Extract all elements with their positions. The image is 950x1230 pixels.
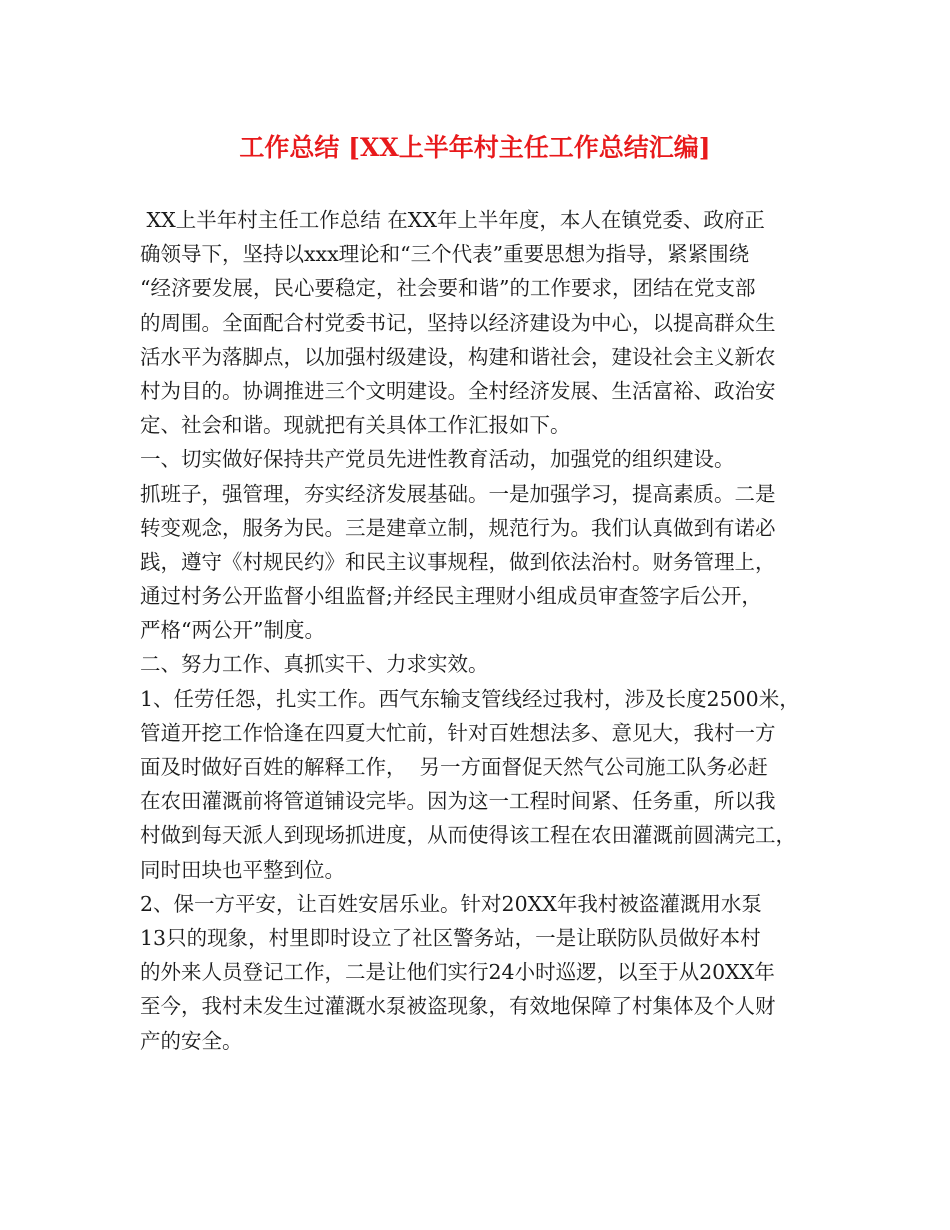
body-line: 13只的现象，村里即时设立了社区警务站，一是让联防队员做好本村 bbox=[140, 925, 761, 950]
body-line: 转变观念，服务为民。三是建章立制，规范行为。我们认真做到有诺必 bbox=[140, 515, 776, 540]
body-line: 在农田灌溉前将管道铺设完毕。因为这一工程时间紧、任务重，所以我 bbox=[140, 789, 776, 814]
body-line: 践，遵守《村规民约》和民主议事规程，做到依法治村。财务管理上， bbox=[140, 549, 776, 574]
body-line: 定、社会和谐。现就把有关具体工作汇报如下。 bbox=[140, 413, 571, 438]
body-line: 村为目的。协调推进三个文明建设。全村经济发展、生活富裕、政治安 bbox=[140, 378, 776, 403]
body-line: “经济要发展，民心要稳定，社会要和谐”的工作要求，团结在党支部 bbox=[140, 276, 756, 301]
body-line: 抓班子，强管理，夯实经济发展基础。一是加强学习，提高素质。二是 bbox=[140, 481, 776, 506]
document-title: 工作总结 [XX上半年村主任工作总结汇编] bbox=[239, 133, 711, 162]
body-line: 产的安全。 bbox=[140, 1028, 243, 1053]
body-line: 确领导下，坚持以xxx理论和“三个代表”重要思想为指导，紧紧围绕 bbox=[140, 242, 750, 267]
body-line: 一、切实做好保持共产党员先进性教育活动，加强党的组织建设。 bbox=[140, 447, 735, 472]
body-line: 至今，我村未发生过灌溉水泵被盗现象，有效地保障了村集体及个人财 bbox=[140, 994, 776, 1019]
document-body bbox=[140, 203, 830, 1058]
body-line: 的外来人员登记工作，二是让他们实行24小时巡逻，以至于从20XX年 bbox=[140, 960, 775, 985]
body-line: 通过村务公开监督小组监督;并经民主理财小组成员审查签字后公开， bbox=[140, 584, 762, 609]
body-line: 村做到每天派人到现场抓进度，从而使得该工程在农田灌溉前圆满完工， bbox=[140, 823, 796, 848]
body-line: 二、努力工作、真抓实干、力求实效。 bbox=[140, 652, 489, 677]
body-line: 活水平为落脚点，以加强村级建设，构建和谐社会，建设社会主义新农 bbox=[140, 344, 776, 369]
body-line: XX上半年村主任工作总结 在XX年上半年度，本人在镇党委、政府正 bbox=[140, 208, 765, 232]
body-line: 严格“两公开”制度。 bbox=[140, 618, 325, 643]
body-line: 的周围。全面配合村党委书记，坚持以经济建设为中心，以提高群众生 bbox=[140, 310, 776, 335]
body-line: 2、保一方平安，让百姓安居乐业。针对20XX年我村被盗灌溉用水泵 bbox=[140, 891, 762, 916]
body-line: 同时田块也平整到位。 bbox=[140, 857, 345, 882]
body-line: 管道开挖工作恰逢在四夏大忙前，针对百姓想法多、意见大，我村一方 bbox=[140, 720, 776, 745]
body-line: 面及时做好百姓的解释工作， 另一方面督促天然气公司施工队务必赶 bbox=[140, 755, 769, 779]
body-line: 1、任劳任怨，扎实工作。西气东输支管线经过我村，涉及长度2500米， bbox=[140, 686, 800, 711]
